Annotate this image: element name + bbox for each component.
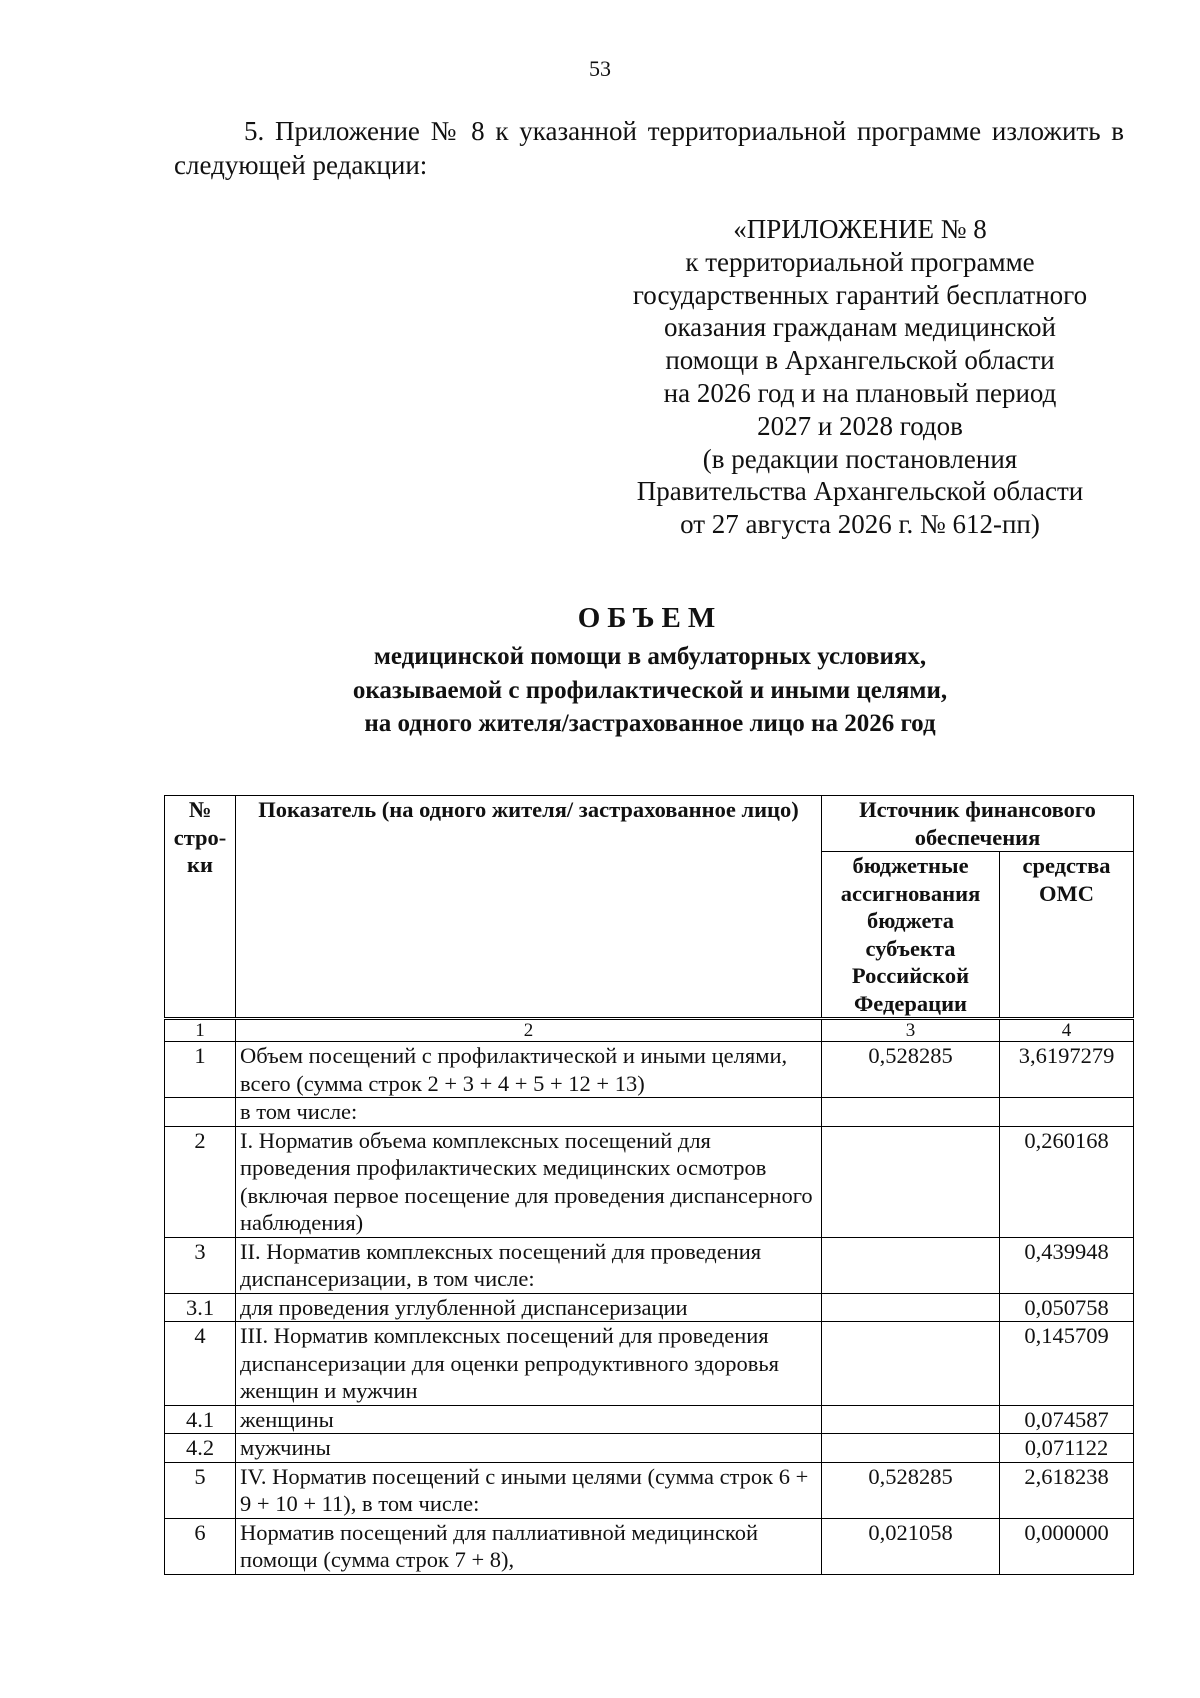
- table-row: [165, 1042, 1134, 1098]
- budget-value-cell: [822, 1322, 1000, 1406]
- budget-value-cell: [822, 1126, 1000, 1237]
- column-number: 1: [165, 1019, 236, 1042]
- budget-value-cell: 0,528285: [822, 1462, 1000, 1518]
- header-row-number: № стро- ки: [165, 796, 236, 1019]
- header-budget: бюджетные ассигнования бюджета субъекта Российской Федерации: [822, 852, 1000, 1019]
- appendix-line: Правительства Архангельской области: [636, 476, 1084, 507]
- table-row: [165, 1462, 1134, 1518]
- indicator-cell: в том числе:: [236, 1098, 822, 1127]
- table-row: [165, 1434, 1134, 1463]
- table-row: [165, 1237, 1134, 1293]
- oms-value-cell: 3,6197279: [1000, 1042, 1134, 1098]
- row-number-cell: 4: [165, 1322, 236, 1406]
- indicator-cell: для проведения углубленной диспансеризации: [236, 1293, 822, 1322]
- budget-value-cell: 0,021058: [822, 1518, 1000, 1574]
- column-numbers-row: [165, 1019, 1134, 1042]
- volume-table: [164, 795, 1134, 1575]
- indicator-cell: IV. Норматив посещений с иными целями (сумма строк 6 + 9 + 10 + 11), в том числе:: [236, 1462, 822, 1518]
- row-number-cell: [165, 1098, 236, 1127]
- table-row: [165, 1126, 1134, 1237]
- oms-value-cell: 2,618238: [1000, 1462, 1134, 1518]
- document-subtitle: [0, 640, 1200, 741]
- row-number-cell: 3.1: [165, 1293, 236, 1322]
- page-number: 53: [589, 56, 611, 81]
- oms-value-cell: 0,145709: [1000, 1322, 1134, 1406]
- budget-value-cell: [822, 1434, 1000, 1463]
- intro-paragraph: 5. Приложение № 8 к указанной территориальной программе изложить в следующей редакции:: [174, 116, 1124, 180]
- header-oms: средства ОМС: [1000, 852, 1134, 1019]
- appendix-line: (в редакции постановления: [702, 443, 1018, 474]
- oms-value-cell: [1000, 1098, 1134, 1127]
- oms-value-cell: 0,050758: [1000, 1293, 1134, 1322]
- oms-value-cell: 0,071122: [1000, 1434, 1134, 1463]
- table-row: [165, 1098, 1134, 1127]
- row-number-cell: 1: [165, 1042, 236, 1098]
- budget-value-cell: 0,528285: [822, 1042, 1000, 1098]
- indicator-cell: III. Норматив комплексных посещений для проведения диспансеризации для оценки репродуктивного здоровья женщин и мужчин: [236, 1322, 822, 1406]
- header-indicator: Показатель (на одного жителя/ застрахованное лицо): [236, 796, 822, 1019]
- appendix-line: помощи в Архангельской области: [665, 345, 1055, 376]
- header-funding-source: Источник финансового обеспечения: [822, 796, 1134, 852]
- column-number: 3: [822, 1019, 1000, 1042]
- indicator-cell: женщины: [236, 1405, 822, 1434]
- oms-value-cell: 0,074587: [1000, 1405, 1134, 1434]
- budget-value-cell: [822, 1293, 1000, 1322]
- column-number: 2: [236, 1019, 822, 1042]
- appendix-line: «ПРИЛОЖЕНИЕ № 8: [733, 214, 987, 244]
- appendix-line: 2027 и 2028 годов: [757, 410, 963, 441]
- table-row: [165, 1518, 1134, 1574]
- table-row: [165, 1322, 1134, 1406]
- row-number-cell: 4.2: [165, 1434, 236, 1463]
- appendix-line: оказания гражданам медицинской: [663, 312, 1057, 343]
- table-row: [165, 1293, 1134, 1322]
- budget-value-cell: [822, 1098, 1000, 1127]
- indicator-cell: Объем посещений с профилактической и иными целями, всего (сумма строк 2 + 3 + 4 + 5 + 12 + 13): [236, 1042, 822, 1098]
- row-number-cell: 2: [165, 1126, 236, 1237]
- subtitle-line: медицинской помощи в амбулаторных условиях,: [373, 643, 927, 670]
- appendix-line: к территориальной программе: [685, 246, 1035, 277]
- appendix-line: от 27 августа 2026 г. № 612-пп): [680, 509, 1040, 540]
- oms-value-cell: 0,260168: [1000, 1126, 1134, 1237]
- budget-value-cell: [822, 1237, 1000, 1293]
- subtitle-line: оказываемой с профилактической и иными целями,: [352, 676, 948, 704]
- oms-value-cell: 0,000000: [1000, 1518, 1134, 1574]
- indicator-cell: I. Норматив объема комплексных посещений для проведения профилактических медицинских осмотров (включая первое посещение для проведения диспансерного наблюдения): [236, 1126, 822, 1237]
- row-number-cell: 4.1: [165, 1405, 236, 1434]
- row-number-cell: 6: [165, 1518, 236, 1574]
- budget-value-cell: [822, 1405, 1000, 1434]
- column-number: 4: [1000, 1019, 1134, 1042]
- indicator-cell: Норматив посещений для паллиативной медицинской помощи (сумма строк 7 + 8),: [236, 1518, 822, 1574]
- table-row: [165, 1405, 1134, 1434]
- indicator-cell: II. Норматив комплексных посещений для проведения диспансеризации, в том числе:: [236, 1237, 822, 1293]
- oms-value-cell: 0,439948: [1000, 1237, 1134, 1293]
- row-number-cell: 3: [165, 1237, 236, 1293]
- appendix-line: государственных гарантий бесплатного: [632, 279, 1088, 310]
- appendix-line: на 2026 год и на плановый период: [663, 377, 1057, 408]
- row-number-cell: 5: [165, 1462, 236, 1518]
- subtitle-line: на одного жителя/застрахованное лицо на 2026 год: [364, 710, 936, 737]
- appendix-header: [600, 213, 1120, 541]
- document-title: ОБЪЕМ: [577, 602, 723, 634]
- indicator-cell: мужчины: [236, 1434, 822, 1463]
